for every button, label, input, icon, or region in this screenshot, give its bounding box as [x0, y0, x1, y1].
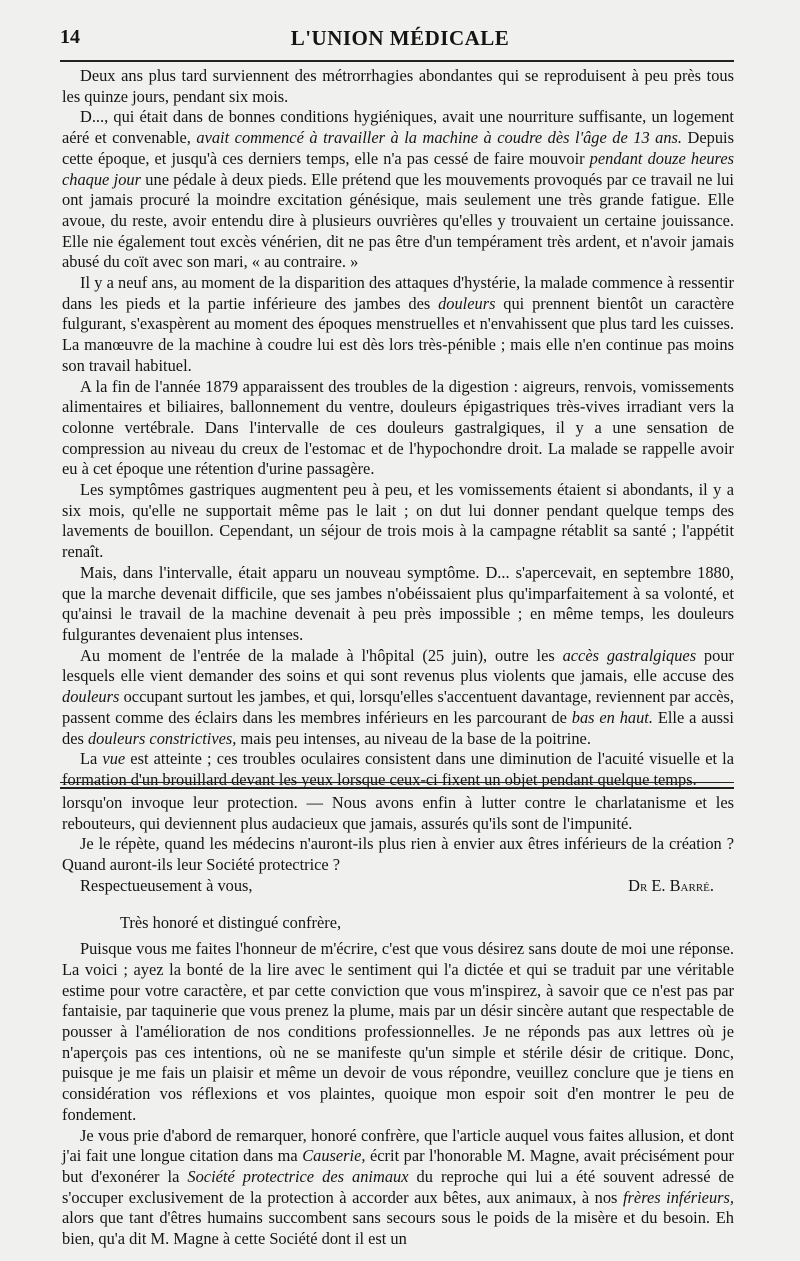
header-rule [60, 60, 734, 62]
salutation: Très honoré et distingué confrère, [120, 912, 342, 932]
paragraph: Il y a neuf ans, au moment de la disparition des attaques d'hystérie, la malade commence à ressentir dans les pieds et la partie inférieure des jambes des douleurs qui prennent bientôt un caractère fulgurant, s'exaspèrent au moment des époques menstruelles et n'envahissent que plus tard les cuisses. La manœuvre de la machine à coudre lui est dès lors très-pénible ; mais elle n'en continue pas moins son travail habituel. [62, 273, 734, 375]
closing-formula: Respectueusement à vous, [80, 875, 253, 895]
paragraph: lorsqu'on invoque leur protection. — Nous avons enfin à lutter contre le charlatanisme et les rebouteurs, qui deviennent plus audacieux que jamais, assurés qu'ils sont de l'impunité. [62, 793, 734, 833]
paragraph: Au moment de l'entrée de la malade à l'hôpital (25 juin), outre les accès gastralgiques pour lesquels elle vient demander des soins et qui sont revenus plus violents que jamais, elle accuse des douleurs occupant surtout les jambes, et qui, lorsqu'elles s'accentuent davantage, reviennent par accès, passent comme des éclairs dans les membres inférieurs en les parcourant de bas en haut. Elle a aussi des douleurs constrictives, mais peu intenses, au niveau de la base de la poitrine. [62, 645, 734, 748]
paragraph: A la fin de l'année 1879 apparaissent des troubles de la digestion : aigreurs, renvois, vomissements alimentaires et biliaires, ballonnement du ventre, douleurs épigastriques très-vives irradiant vers la colonne vertébrale. Dans l'intervalle de ces douleurs gastralgiques, il y a une sensation de compression au niveau du creux de l'estomac et de l'hypochondre droit. La malade se rappelle avoir eu à cet époque une rétention d'urine passagère. [62, 376, 734, 479]
paragraph: Deux ans plus tard surviennent des métrorrhagies abondantes qui se reproduisent à peu près tous les quinze jours, pendant six mois. [62, 66, 734, 106]
signature: Dr E. Barré. [628, 875, 714, 895]
paragraph: La vue est atteinte ; ces troubles oculaires consistent dans une diminution de l'acuité visuelle et la formation d'un brouillard devant les yeux lorsque ceux-ci fixent un objet pendant quelque temps. [62, 749, 734, 789]
paragraph: Je le répète, quand les médecins n'auront-ils plus rien à envier aux êtres inférieurs de la création ? Quand auront-ils leur Société protectrice ? [62, 834, 734, 875]
page-header [60, 26, 740, 54]
paragraph: Je vous prie d'abord de remarquer, honoré confrère, que l'article auquel vous faites allusion, et dont j'ai fait une longue citation dans ma Causerie, écrit par l'honorable M. Magne, avait précisément pour but d'exonérer la Société protectrice des animaux du reproche qui lui a été souvent adressé de s'occuper exclusivement de la protection à accorder aux bêtes, aux animaux, à nos frères inférieurs, alors que tant d'êtres humains succombent sans secours sous le poids de la misère et du besoin. Eh bien, qu'a dit M. Magne à cette Société dont il est un [62, 1125, 734, 1249]
feuilleton-section [62, 793, 734, 1250]
clinical-article [62, 66, 734, 791]
feuilleton-rule-thick [60, 787, 734, 789]
paragraph: D..., qui était dans de bonnes conditions hygiéniques, avait une nourriture suffisante, un logement aéré et convenable, avait commencé à travailler à la machine à coudre dès l'âge de 13 ans. Depuis cette époque, et jusqu'à ces derniers temps, elle n'a pas cessé de faire mouvoir pendant douze heures chaque jour une pédale à deux pieds. Elle prétend que les mouvements provoqués par ce travail ne lui ont jamais procuré la moindre excitation génésique, mais seulement une très grande fatigue. Elle avoue, du reste, avoir entendu dire à plusieurs ouvrières qu'elles y trouvaient un certaine jouissance. Elle nie également tout excès vénérien, dit ne pas être d'un tempérament très ardent, et n'avoir jamais abusé du coït avec son mari, « au contraire. » [62, 107, 734, 272]
paragraph: Puisque vous me faites l'honneur de m'écrire, c'est que vous désirez sans doute de moi une réponse. La voici ; ayez la bonté de la lire avec le sentiment qui l'a dictée et qui se traduit par une véritable estime pour votre caractère, et par cette conviction que vous m'inspirez, à savoir que ce n'est pas par fantaisie, par taquinerie que vous prenez la plume, mais par un désir sincère autant que respectable de pousser à l'amélioration de nos conditions professionnelles. Je ne réponds pas aux lettres où je n'aperçois pas ces intentions, où ne se manifeste qu'un simple et stérile désir de critique. Donc, puisque je me fais un plaisir et même un devoir de vous répondre, veuillez conclure que je tiens en considération vos réflexions et vos plaintes, quoique mon espoir soit d'en montrer le peu de fondement. [62, 939, 734, 1124]
journal-title: L'UNION MÉDICALE [290, 26, 510, 50]
page-number: 14 [60, 26, 80, 48]
paragraph: Les symptômes gastriques augmentent peu à peu, et les vomissements étaient si abondants, il y a six mois, qu'elle ne supportait même pas le lait ; on dut lui donner pendant quelque temps des lavements de bouillon. Cependant, un séjour de trois mois à la campagne rétablit sa santé ; l'appétit renaît. [62, 480, 734, 562]
feuilleton-rule-thin [60, 782, 734, 783]
signature-line [62, 876, 734, 897]
paragraph: Mais, dans l'intervalle, était apparu un nouveau symptôme. D... s'apercevait, en septembre 1880, que la marche devenait difficile, que ses jambes n'obéissaient plus qu'imparfaitement à sa volonté, et qu'ainsi le travail de la machine devenait à peu près impossible ; en même temps, les douleurs fulgurantes devenaient plus intenses. [62, 562, 734, 644]
